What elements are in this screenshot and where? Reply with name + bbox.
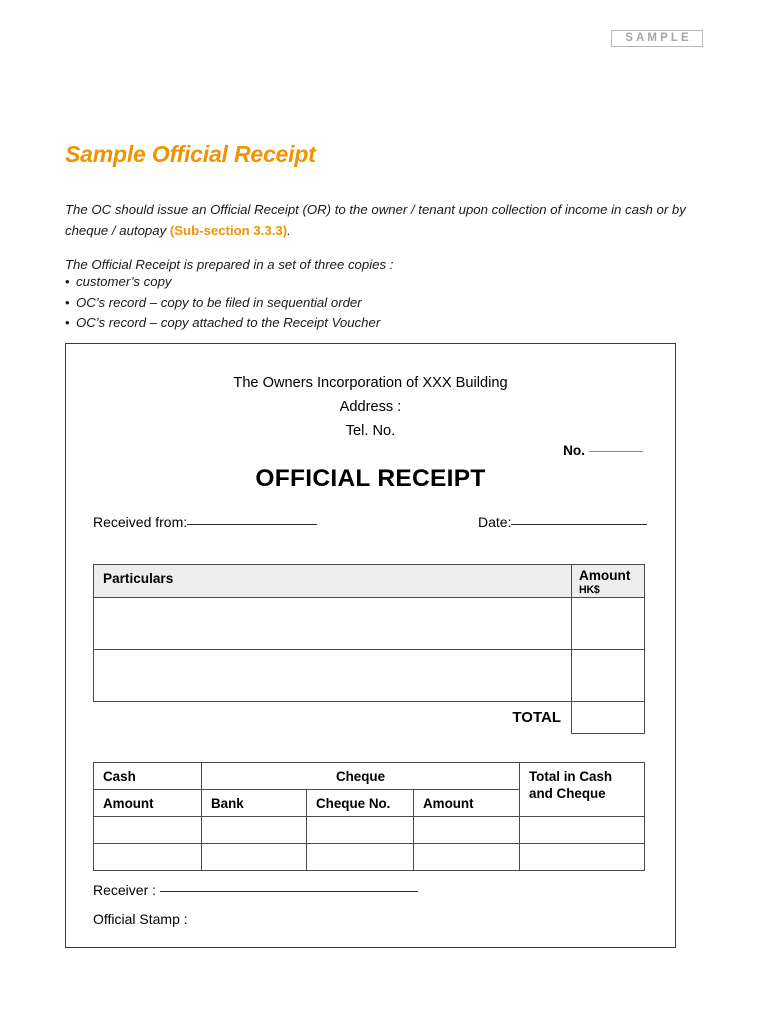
particulars-header-row <box>94 565 645 598</box>
list-item: • OC’s record – copy to be filed in sequential order <box>65 293 380 314</box>
bank-cell[interactable] <box>202 817 307 844</box>
bank-header: Bank <box>202 790 307 817</box>
receipt-heading: OFFICIAL RECEIPT <box>255 465 486 492</box>
cheque-amount-header: Amount <box>414 790 520 817</box>
receiver-field <box>93 882 418 898</box>
sample-watermark-badge: SAMPLE <box>611 30 703 47</box>
official-stamp-label: Official Stamp : <box>93 911 188 927</box>
cheque-group-header: Cheque <box>202 763 520 790</box>
copies-bullet-list <box>65 272 380 334</box>
table-row <box>94 817 645 844</box>
particulars-cell[interactable] <box>94 650 572 702</box>
table-row <box>94 650 645 702</box>
receipt-number-input-line[interactable] <box>589 451 643 452</box>
organisation-address-label: Address : <box>339 399 402 415</box>
total-label: TOTAL <box>512 709 561 727</box>
total-cash-cheque-header: Total in Cash and Cheque <box>520 763 645 817</box>
table-row <box>94 844 645 871</box>
list-item: • customer’s copy <box>65 272 380 293</box>
cheque-no-header: Cheque No. <box>307 790 414 817</box>
amount-currency-label: HK$ <box>579 584 600 596</box>
amount-cell[interactable] <box>572 650 645 702</box>
received-from-input-line[interactable] <box>187 524 317 525</box>
particulars-column-header: Particulars <box>94 565 572 598</box>
amount-column-header <box>572 565 645 598</box>
total-amount-cell[interactable] <box>572 702 645 734</box>
organisation-name: The Owners Incorporation of XXX Building <box>233 375 508 391</box>
cheque-no-cell[interactable] <box>307 844 414 871</box>
receipt-number-field <box>563 443 643 458</box>
particulars-cell[interactable] <box>94 598 572 650</box>
official-stamp-field <box>93 911 188 927</box>
date-label: Date: <box>478 514 512 530</box>
amount-header-label: Amount <box>579 568 631 583</box>
payment-table <box>93 762 645 871</box>
cash-amount-header: Amount <box>94 790 202 817</box>
cheque-no-cell[interactable] <box>307 817 414 844</box>
date-field <box>478 514 647 530</box>
page-title: Sample Official Receipt <box>65 141 316 168</box>
cheque-amount-cell[interactable] <box>414 844 520 871</box>
subsection-reference: (Sub-section 3.3.3) <box>169 223 288 239</box>
intro-text-before: The OC should issue an Official Receipt (OR) to the owner / tenant upon collection of income in cash or by cheque / autopay <box>65 202 686 239</box>
total-row <box>94 702 645 734</box>
cash-amount-cell[interactable] <box>94 844 202 871</box>
receipt-number-label: No. <box>563 443 585 458</box>
receiver-input-line[interactable] <box>160 891 418 892</box>
organisation-tel-label: Tel. No. <box>345 423 396 439</box>
copies-intro-line: The Official Receipt is prepared in a set of three copies : <box>65 257 394 273</box>
total-cash-cheque-cell[interactable] <box>520 817 645 844</box>
amount-cell[interactable] <box>572 598 645 650</box>
payment-group-header-row <box>94 763 645 790</box>
particulars-table <box>93 564 645 734</box>
intro-text-after: . <box>287 223 291 239</box>
cash-group-header: Cash <box>94 763 202 790</box>
cash-amount-cell[interactable] <box>94 817 202 844</box>
cheque-amount-cell[interactable] <box>414 817 520 844</box>
receipt-form-box <box>65 343 676 948</box>
date-input-line[interactable] <box>511 524 647 525</box>
intro-paragraph <box>65 199 690 241</box>
received-from-field <box>93 514 317 530</box>
bank-cell[interactable] <box>202 844 307 871</box>
list-item: • OC’s record – copy attached to the Receipt Voucher <box>65 313 380 334</box>
receiver-label: Receiver : <box>93 882 157 898</box>
receipt-meta-row <box>93 514 648 534</box>
table-row <box>94 598 645 650</box>
total-cash-cheque-cell[interactable] <box>520 844 645 871</box>
received-from-label: Received from: <box>93 514 188 530</box>
